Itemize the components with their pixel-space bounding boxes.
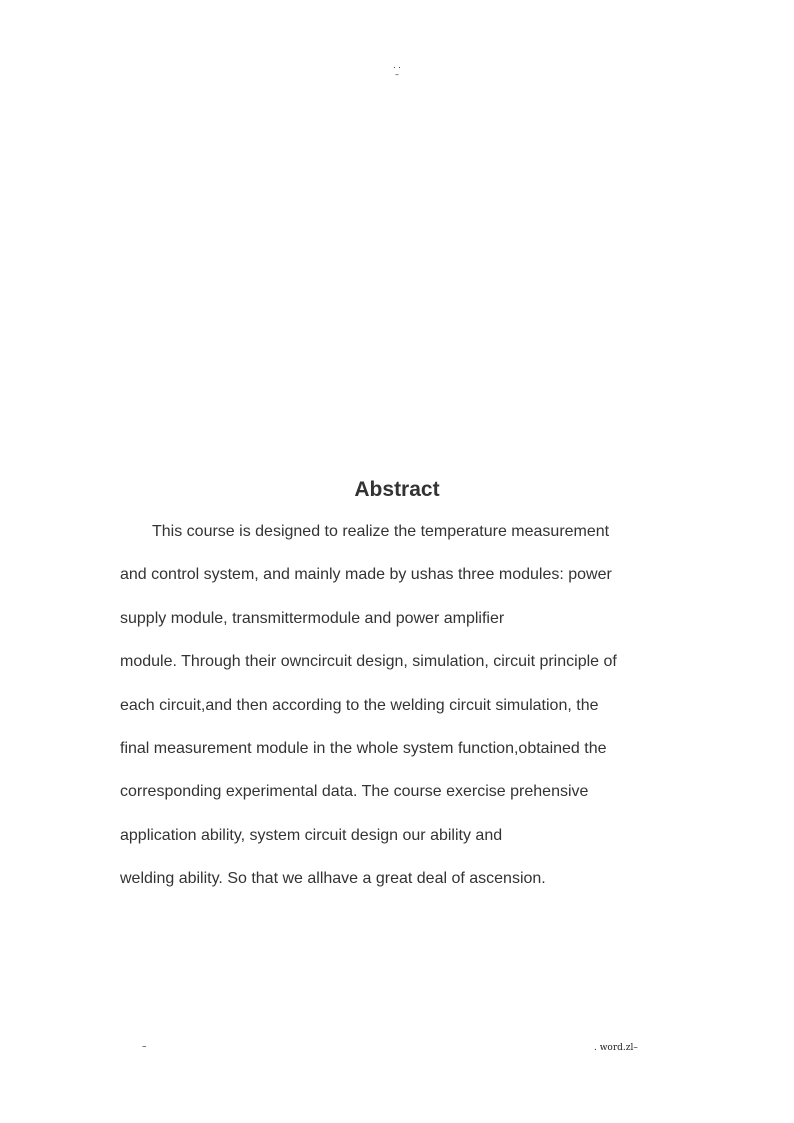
abstract-line: welding ability. So that we allhave a great deal of ascension. bbox=[120, 870, 546, 888]
abstract-line: each circuit,and then according to the welding circuit simulation, the bbox=[120, 696, 599, 714]
abstract-line: final measurement module in the whole system function,obtained the bbox=[120, 739, 607, 757]
page-header-mark bbox=[0, 62, 794, 79]
footer-watermark-text: . word.zl– bbox=[594, 1043, 638, 1053]
abstract-heading: Abstract bbox=[354, 478, 440, 501]
abstract-line: application ability, system circuit design our ability and bbox=[120, 826, 503, 844]
abstract-line: module. Through their owncircuit design, simulation, circuit principle of bbox=[120, 653, 617, 671]
header-mark-dash: – bbox=[395, 70, 399, 79]
abstract-line: This course is designed to realize the temperature measurement bbox=[152, 523, 610, 540]
abstract-line: and control system, and mainly made by ushas three modules: power bbox=[120, 566, 612, 584]
header-mark-dots: . . bbox=[393, 61, 401, 70]
abstract-paragraph bbox=[120, 516, 680, 907]
abstract-line: corresponding experimental data. The course exercise prehensive bbox=[120, 783, 589, 801]
footer-left-mark: – bbox=[142, 1042, 147, 1052]
abstract-line: supply module, transmittermodule and power amplifier bbox=[120, 609, 505, 627]
